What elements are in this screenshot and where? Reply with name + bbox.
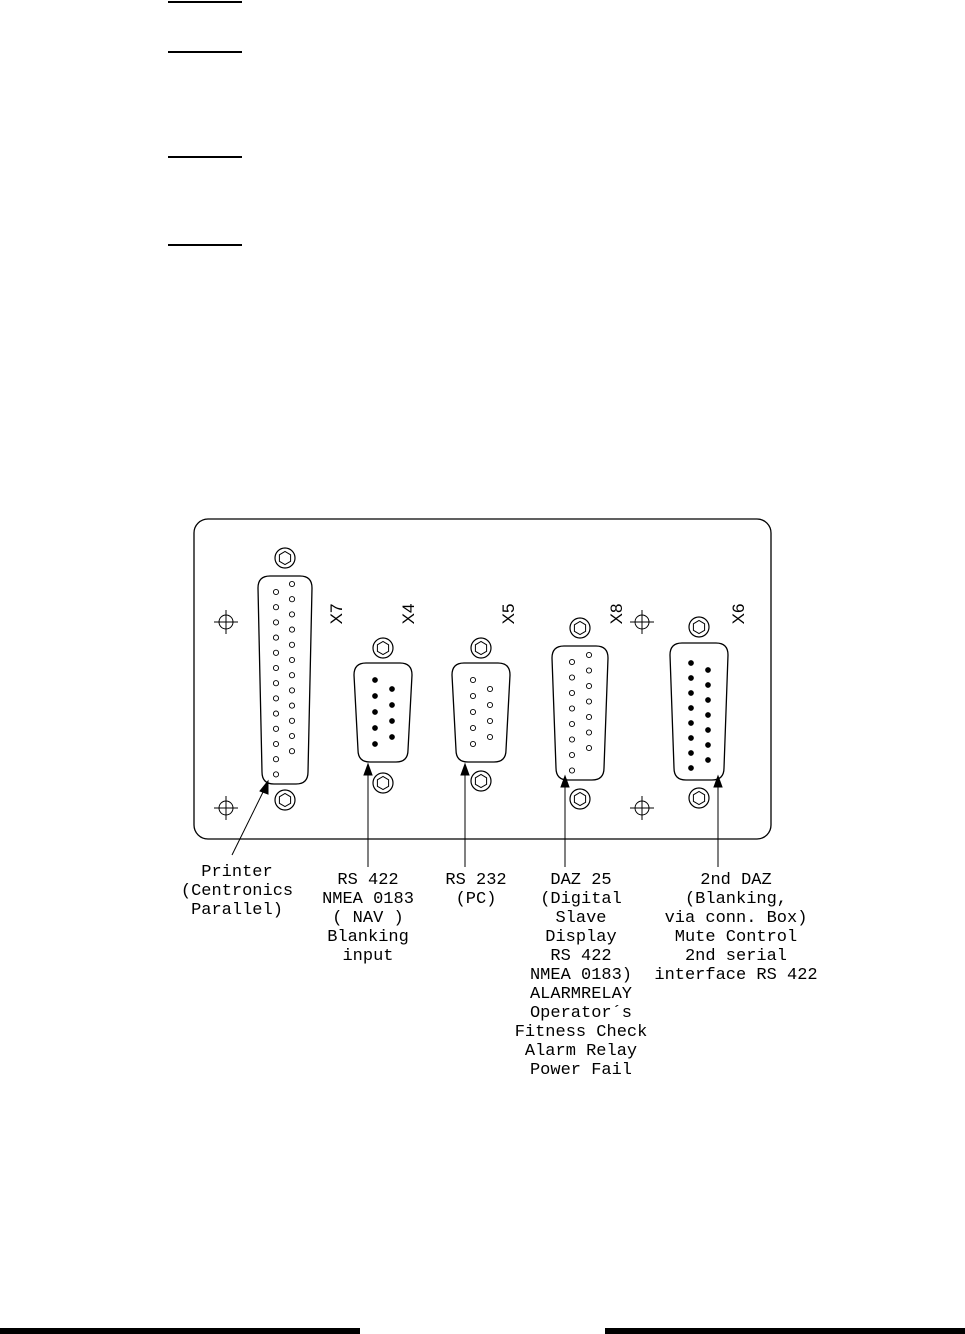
callout-line: Mute Control xyxy=(674,928,798,947)
pin xyxy=(706,743,711,748)
callout-line: Blanking xyxy=(327,928,409,947)
pin xyxy=(586,699,591,704)
pin xyxy=(289,718,294,723)
pin xyxy=(470,741,475,746)
callout-line: Printer xyxy=(201,863,273,882)
pin xyxy=(569,706,574,711)
pin xyxy=(470,677,475,682)
arrow-x5 xyxy=(461,764,469,867)
pin xyxy=(289,612,294,617)
pin xyxy=(586,714,591,719)
pin xyxy=(586,745,591,750)
arrow-x7 xyxy=(232,781,268,855)
pin xyxy=(586,652,591,657)
callout-line: Operator´s xyxy=(529,1004,633,1023)
connector-label-x5: X5 xyxy=(499,603,518,625)
screw-icon xyxy=(471,638,491,658)
pin xyxy=(569,752,574,757)
pin xyxy=(706,683,711,688)
callout-line: input xyxy=(342,947,394,966)
footer-bars xyxy=(0,1328,965,1334)
callout-daz25 xyxy=(515,871,648,1080)
pin xyxy=(706,758,711,763)
pin xyxy=(487,718,492,723)
callout-line: DAZ 25 xyxy=(550,871,612,890)
pin xyxy=(569,721,574,726)
pin xyxy=(487,734,492,739)
arrow-x4 xyxy=(364,764,372,867)
crosshair-icon xyxy=(630,796,654,820)
pin xyxy=(689,661,694,666)
pin xyxy=(289,597,294,602)
footer-bar-right xyxy=(605,1328,965,1334)
callout-line: Fitness Check xyxy=(514,1023,648,1042)
callout-line: 2nd serial xyxy=(684,947,788,966)
callout-line: RS 422 xyxy=(337,871,399,890)
pin xyxy=(273,605,278,610)
callout-line: ALARMRELAY xyxy=(529,985,633,1004)
arrow-x6 xyxy=(714,776,722,867)
pin xyxy=(390,703,395,708)
screw-icon xyxy=(689,617,709,637)
callout-line: interface RS 422 xyxy=(654,966,818,985)
callout-line: RS 422 xyxy=(550,947,612,966)
pin xyxy=(273,757,278,762)
pin xyxy=(373,742,378,747)
pin xyxy=(586,668,591,673)
pin xyxy=(289,627,294,632)
pin xyxy=(470,693,475,698)
screw-icon xyxy=(570,618,590,638)
pin xyxy=(289,673,294,678)
pin xyxy=(289,703,294,708)
connector-x8 xyxy=(552,618,608,809)
connector-label-x8: X8 xyxy=(607,603,626,625)
pin xyxy=(569,737,574,742)
callout-printer xyxy=(181,863,293,920)
pin xyxy=(586,730,591,735)
pin xyxy=(273,620,278,625)
pin xyxy=(273,589,278,594)
crosshair-icon xyxy=(630,610,654,634)
callout-line: 2nd DAZ xyxy=(700,871,772,890)
pin xyxy=(689,676,694,681)
pin xyxy=(689,721,694,726)
screw-icon xyxy=(689,788,709,808)
top-rule-lines xyxy=(168,2,242,245)
pin xyxy=(706,668,711,673)
callout-line: (PC) xyxy=(455,890,497,909)
pin xyxy=(273,726,278,731)
pin xyxy=(569,675,574,680)
callout-line: Power Fail xyxy=(529,1061,633,1080)
callout-line: (Digital xyxy=(540,890,622,909)
pin xyxy=(289,657,294,662)
callout-line: via conn. Box) xyxy=(664,909,808,928)
pin xyxy=(273,772,278,777)
callout-pc-rs232 xyxy=(445,871,506,909)
pin xyxy=(689,706,694,711)
screw-icon xyxy=(373,773,393,793)
callout-line: (Blanking, xyxy=(684,890,788,909)
pin xyxy=(289,642,294,647)
connector-x5 xyxy=(452,638,510,791)
callout-line: ( NAV ) xyxy=(332,909,404,928)
pin xyxy=(706,713,711,718)
pin xyxy=(373,694,378,699)
pin xyxy=(586,683,591,688)
footer-bar-left xyxy=(0,1328,360,1334)
callout-line: (Centronics xyxy=(180,882,294,901)
arrow-x8 xyxy=(561,776,569,867)
connector-x4 xyxy=(354,638,412,793)
pin xyxy=(289,733,294,738)
pin xyxy=(273,711,278,716)
pin xyxy=(487,686,492,691)
connector-label-x4: X4 xyxy=(399,603,418,625)
callout-nav-rs422 xyxy=(322,871,414,966)
connectors xyxy=(258,548,728,810)
callout-line: NMEA 0183) xyxy=(529,966,633,985)
pin xyxy=(689,751,694,756)
callout-line: NMEA 0183 xyxy=(322,890,414,909)
pin xyxy=(470,725,475,730)
pin xyxy=(273,696,278,701)
callout-line: Parallel) xyxy=(191,901,283,920)
pin xyxy=(569,659,574,664)
pin xyxy=(390,687,395,692)
pin xyxy=(289,581,294,586)
pin xyxy=(373,726,378,731)
pin xyxy=(373,710,378,715)
callout-line: Display xyxy=(545,928,617,947)
screw-icon xyxy=(373,638,393,658)
pin xyxy=(273,665,278,670)
callout-line: Alarm Relay xyxy=(524,1042,638,1061)
pin xyxy=(273,681,278,686)
pin xyxy=(569,768,574,773)
pin xyxy=(273,650,278,655)
callout-2nd-daz xyxy=(654,871,817,985)
pin xyxy=(689,736,694,741)
screw-icon xyxy=(275,548,295,568)
connector-x7 xyxy=(258,548,312,810)
screw-icon xyxy=(275,790,295,810)
pin xyxy=(373,678,378,683)
pin xyxy=(487,702,492,707)
connector-label-x7: X7 xyxy=(327,603,346,625)
pin xyxy=(273,741,278,746)
screw-icon xyxy=(570,789,590,809)
screw-icon xyxy=(471,771,491,791)
pin xyxy=(289,688,294,693)
pin xyxy=(470,709,475,714)
pin xyxy=(390,735,395,740)
pin xyxy=(689,766,694,771)
pin xyxy=(706,728,711,733)
callout-line: RS 232 xyxy=(445,871,507,890)
pin xyxy=(689,691,694,696)
pin xyxy=(289,749,294,754)
crosshair-icon xyxy=(214,610,238,634)
pin xyxy=(390,719,395,724)
connector-label-x6: X6 xyxy=(729,603,748,625)
crosshair-icon xyxy=(214,796,238,820)
pin xyxy=(273,635,278,640)
pin xyxy=(706,698,711,703)
callout-line: Slave xyxy=(555,909,607,928)
pin xyxy=(569,690,574,695)
